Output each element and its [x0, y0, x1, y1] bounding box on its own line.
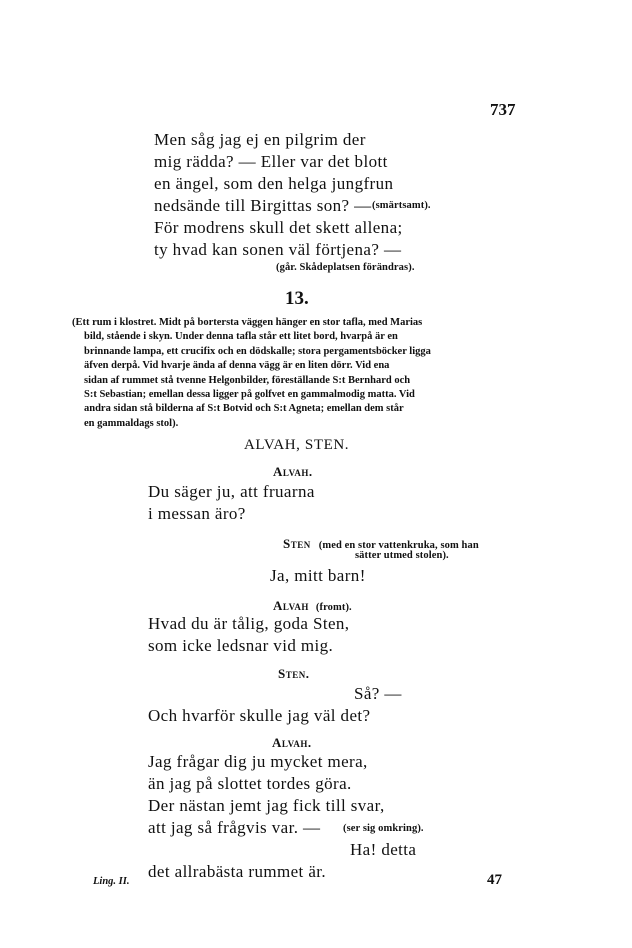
scene-description-line: (Ett rum i klostret. Midt på bortersta väggen hänger en stor tafla, med Marias: [72, 317, 423, 328]
scene-description-line: äfven derpå. Vid hvarje ända af denna vägg är en liten dörr. Vid ena: [84, 360, 390, 372]
scene-number: 13.: [285, 288, 309, 309]
speaker-name: Sten: [283, 536, 311, 551]
verse-line: Och hvarför skulle jag väl det?: [148, 706, 371, 725]
verse-line: Jag frågar dig ju mycket mera,: [148, 752, 368, 771]
verse-line: Du säger ju, att fruarna: [148, 482, 315, 501]
stage-direction: (med en stor vattenkruka, som han: [318, 540, 479, 551]
speaker-name: Alvah.: [273, 464, 313, 479]
stage-direction: (ser sig omkring).: [343, 823, 424, 834]
verse-line: mig rädda? — Eller var det blott: [154, 152, 388, 171]
character-list: ALVAH, STEN.: [244, 437, 350, 453]
scene-description-line: sidan af rummet stå tvenne Helgonbilder, föreställande S:t Bernhard och: [84, 374, 411, 386]
speaker-with-direction: [273, 597, 352, 615]
stage-direction: sätter utmed stolen).: [355, 550, 449, 561]
scene-description: [72, 316, 528, 431]
verse-line: Men såg jag ej en pilgrim der: [154, 130, 366, 149]
verse-line: Ha! detta: [350, 840, 417, 859]
scene-description-line: S:t Sebastian; emellan dessa ligger på golfvet en gammalmodig matta. Vid: [84, 389, 415, 401]
speaker-name: Alvah.: [272, 735, 312, 750]
footer-page-number: 47: [487, 872, 502, 888]
verse-line: att jag så frågvis var. —: [148, 818, 321, 837]
verse-line: Hvad du är tålig, goda Sten,: [148, 614, 350, 633]
stage-direction: (går. Skådeplatsen förändras).: [276, 262, 415, 273]
stage-direction: (fromt).: [315, 602, 352, 613]
verse-line: det allrabästa rummet är.: [148, 862, 327, 881]
scene-description-line: en gammaldags stol).: [84, 417, 179, 429]
speaker-name: Alvah: [273, 598, 309, 613]
verse-line: ty hvad kan sonen väl förtjena? —: [154, 240, 402, 259]
verse-line: nedsände till Birgittas son? —: [154, 196, 372, 215]
verse-line: Ja, mitt barn!: [270, 566, 366, 585]
scene-description-line: andra sidan stå bilderna af S:t Botvid och S:t Agneta; emellan dem står: [84, 403, 404, 415]
verse-line: en ängel, som den helga jungfrun: [154, 174, 394, 193]
verse-line: För modrens skull det skett allena;: [154, 218, 403, 237]
speaker-name: Sten.: [278, 666, 310, 681]
scene-description-line: brinnande lampa, ett crucifix och en dödskalle; stora pergamentsböcker ligga: [84, 345, 431, 357]
scene-description-line: bild, stående i skyn. Under denna tafla står ett litet bord, hvarpå är en: [84, 331, 398, 343]
stage-direction: (smärtsamt).: [372, 200, 431, 211]
page-number-top: 737: [490, 100, 516, 119]
footer-signature: Ling. II.: [93, 876, 130, 887]
verse-line: än jag på slottet tordes göra.: [148, 774, 352, 793]
verse-line: Så? —: [354, 684, 402, 703]
verse-line: Der nästan jemt jag fick till svar,: [148, 796, 385, 815]
verse-line: i messan äro?: [148, 504, 246, 523]
verse-line: som icke ledsnar vid mig.: [148, 636, 334, 655]
